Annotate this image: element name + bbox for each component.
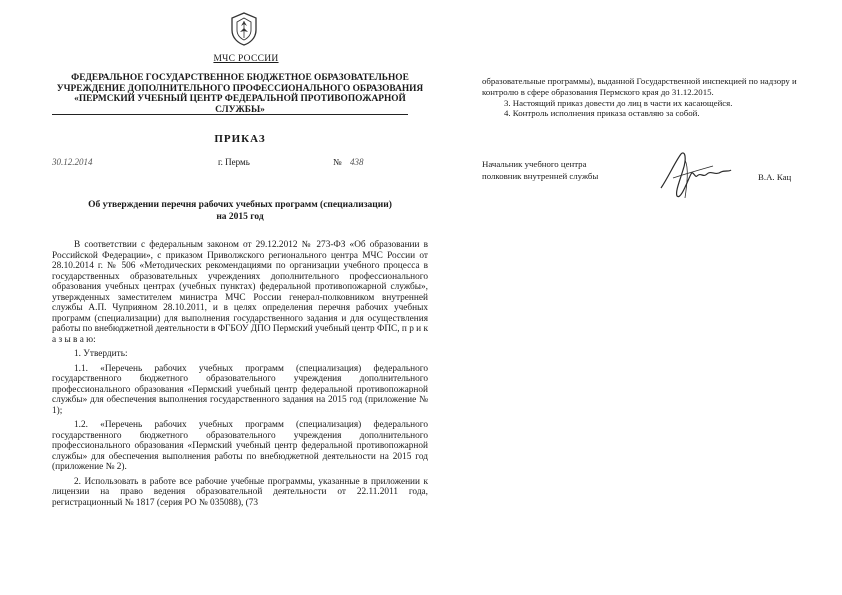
paragraph-1: 1. Утвердить: — [74, 349, 128, 359]
order-date: 30.12.2014 — [52, 157, 93, 167]
subject-line-1: Об утверждении перечня рабочих учебных программ (специализации) — [88, 200, 392, 210]
paragraph-3: 3. Настоящий приказ довести до лиц в части их касающейся. — [504, 97, 733, 108]
signatory-name: В.А. Кац — [758, 172, 792, 182]
paragraph-2: 2. Использовать в работе все рабочие учебные программы, указанные в приложении к лицензии на право ведения образовательной деятельности от 22.11.2011 года, регистрационный № 1817 (серия РО № 035088), (73 — [52, 476, 428, 508]
paragraph-4: 4. Контроль исполнения приказа оставляю за собой. — [504, 108, 700, 119]
mchs-emblem-icon — [229, 12, 259, 46]
paragraph-2-continuation: образовательные программы), выданной Государственной инспекцией по надзору и контролю в сфере образования Пермского края до 31.12.2015. — [482, 76, 797, 97]
org-short-name: МЧС РОССИИ — [213, 54, 279, 64]
order-title: ПРИКАЗ — [214, 133, 266, 145]
header-divider — [52, 114, 408, 115]
order-city: г. Пермь — [218, 157, 250, 167]
document-page-right — [430, 0, 842, 595]
org-line-2: УЧРЕЖДЕНИЕ ДОПОЛНИТЕЛЬНОГО ПРОФЕССИОНАЛЬНОГО ОБРАЗОВАНИЯ — [56, 83, 424, 94]
org-line-3: «ПЕРМСКИЙ УЧЕБНЫЙ ЦЕНТР ФЕДЕРАЛЬНОЙ ПРОТИВОПОЖАРНОЙ СЛУЖБЫ» — [74, 94, 406, 115]
order-body-continuation — [482, 76, 802, 119]
org-line-1: ФЕДЕРАЛЬНОЕ ГОСУДАРСТВЕННОЕ БЮДЖЕТНОЕ ОБРАЗОВАТЕЛЬНОЕ — [71, 73, 409, 83]
signatory-position-line-1: Начальник учебного центра — [482, 159, 587, 169]
preamble-paragraph: В соответствии с федеральным законом от 29.12.2012 № 273-ФЗ «Об образовании в Российской Федерации», с приказом Приволжского регионального центра МЧС России от 28.10.2014 г. № 506 «Методических рекомендациями по организации учебного процесса в государственных образовательных учреждениях дополнительного профессионального образования учебных центрах (учебных пунктах) федеральной противопожарной службы», утвержденных заместителем министра МЧС России генерал-полковником внутренней службы А.П. Чуприяном 28.10.2011, и в целях определения перечня рабочих учебных программ (специализации) для выполнения государственного задания и для осуществления работы по внебюджетной деятельности в ФГБОУ ДПО Пермский учебный центр ФПС, п р и к а з ы в а ю: — [52, 240, 428, 345]
org-full-name — [52, 73, 428, 115]
order-body — [52, 240, 428, 508]
subject-line-2: на 2015 год — [216, 212, 264, 222]
signatory-position-line-2: полковник внутренней службы — [482, 171, 599, 181]
paragraph-1-1: 1.1. «Перечень рабочих учебных программ (специализация) федерального государственного бюджетного образовательного учреждения дополнительного профессионального образования «Пермский учебный центр федеральной противопожарной службы» для обеспечения выполнения государственного задания на 2015 год (приложение № 1); — [52, 363, 428, 416]
order-number-label: № — [333, 157, 342, 167]
order-subject — [52, 199, 428, 223]
order-number: 438 — [350, 157, 364, 167]
handwritten-signature-icon — [655, 148, 735, 204]
paragraph-1-2: 1.2. «Перечень рабочих учебных программ (специализация) федерального государственного бюджетного образовательного учреждения дополнительного профессионального образования «Пермский учебный центр федеральной противопожарной службы» для обеспечения выполнения работы по внебюджетной деятельности на 2015 год (приложение № 2). — [52, 420, 428, 472]
signatory-position — [482, 158, 598, 182]
